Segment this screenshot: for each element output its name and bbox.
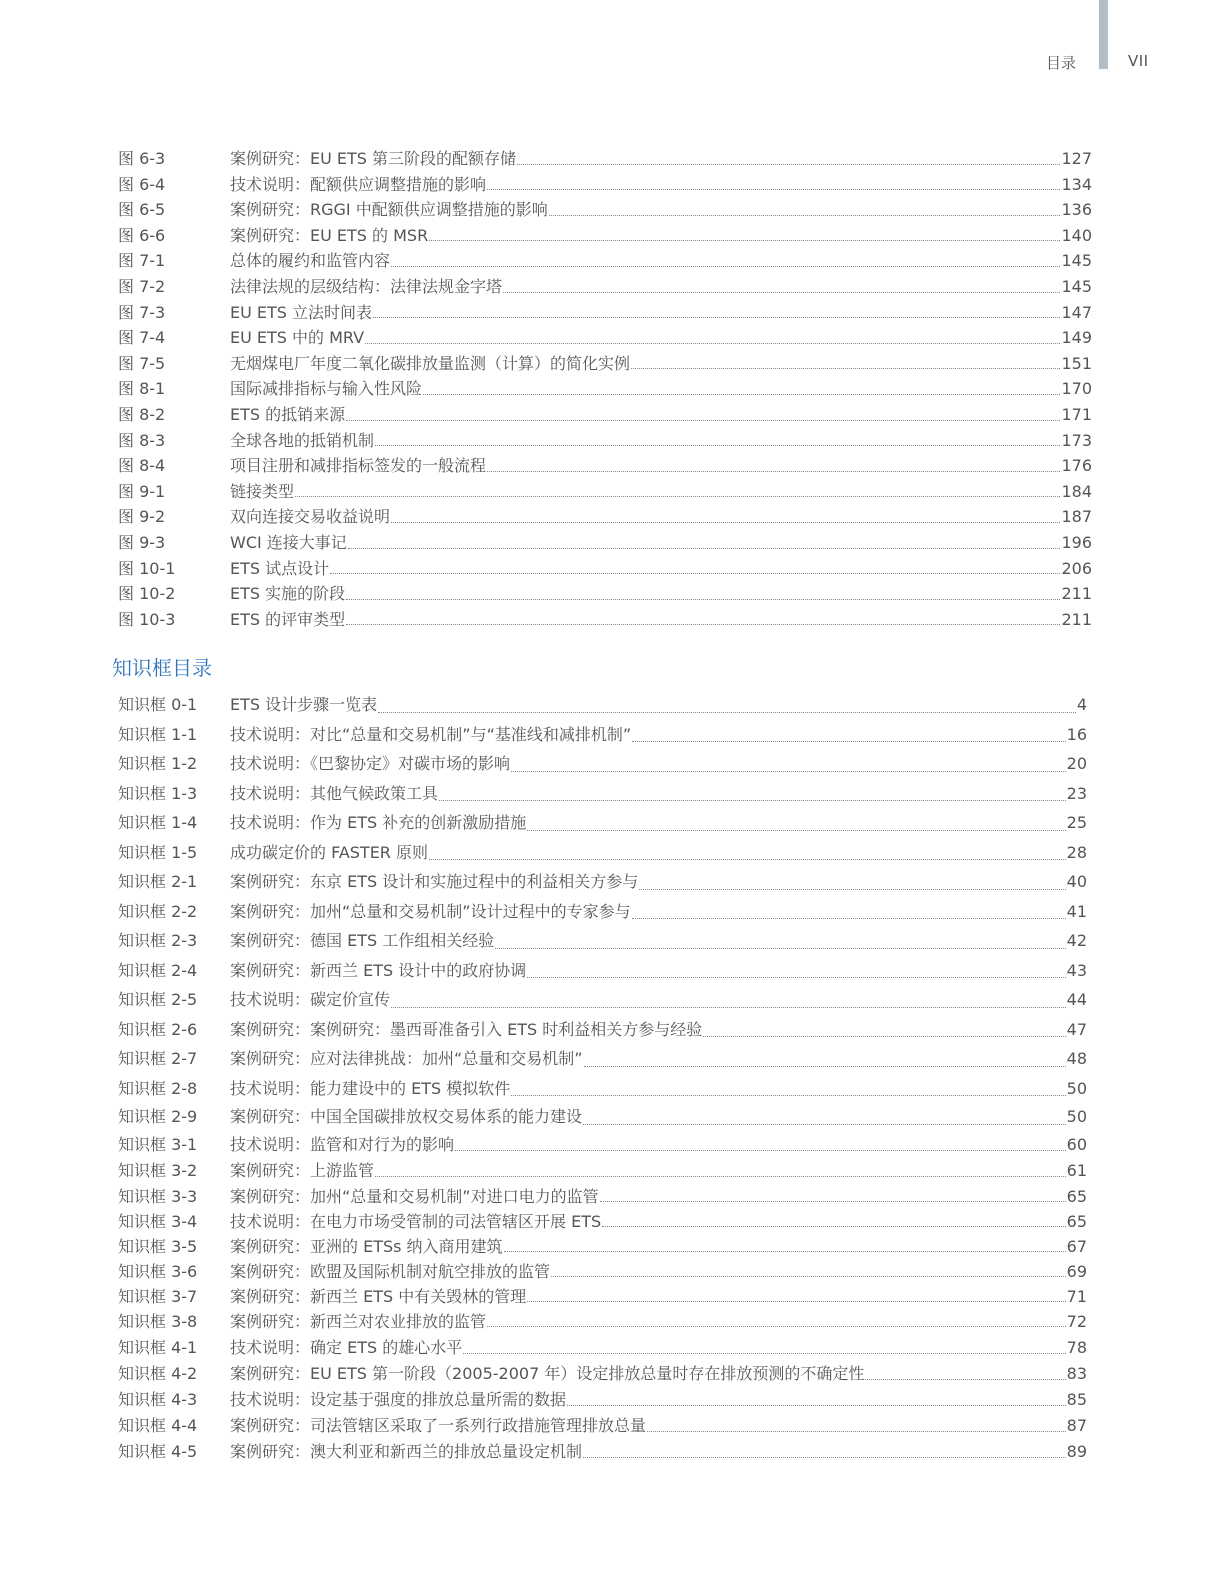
dot-leader bbox=[549, 214, 1061, 216]
dot-leader bbox=[504, 1250, 1066, 1252]
dot-leader bbox=[330, 572, 1060, 574]
figure-entry[interactable] bbox=[118, 428, 1092, 454]
entry-label: 图 7-1 bbox=[118, 251, 166, 271]
dot-leader bbox=[295, 495, 1060, 497]
dot-leader bbox=[391, 265, 1060, 267]
dot-leader bbox=[584, 1065, 1066, 1067]
dot-leader bbox=[511, 770, 1066, 772]
box-entry[interactable] bbox=[118, 808, 1087, 838]
figure-entry[interactable] bbox=[118, 351, 1092, 377]
entry-label: 知识框 3-5 bbox=[118, 1236, 198, 1256]
box-entry[interactable] bbox=[118, 1044, 1087, 1074]
dot-leader bbox=[455, 1149, 1066, 1151]
dot-leader bbox=[346, 623, 1060, 625]
entry-title: 案例研究：德国 ETS 工作组相关经验 bbox=[230, 931, 495, 950]
dot-leader bbox=[511, 1094, 1065, 1096]
entry-label: 知识框 1-2 bbox=[118, 754, 198, 773]
entry-page-number: 42 bbox=[1066, 931, 1087, 950]
box-entry[interactable] bbox=[118, 1387, 1087, 1413]
entry-page-number: 69 bbox=[1066, 1261, 1087, 1281]
entry-page-number: 61 bbox=[1066, 1161, 1087, 1180]
entry-title: 案例研究：案例研究：墨西哥准备引入 ETS 时利益相关方参与经验 bbox=[230, 1019, 703, 1039]
entry-label: 图 8-4 bbox=[118, 456, 166, 476]
entry-label: 知识框 4-5 bbox=[118, 1441, 198, 1461]
entry-page-number: 149 bbox=[1061, 328, 1092, 348]
entry-page-number: 44 bbox=[1066, 990, 1087, 1009]
box-entry[interactable] bbox=[118, 867, 1087, 897]
entry-page-number: 41 bbox=[1066, 901, 1087, 921]
entry-label: 知识框 2-9 bbox=[118, 1107, 198, 1126]
box-entry[interactable] bbox=[118, 985, 1087, 1015]
entry-title: 案例研究：加州“总量和交易机制”设计过程中的专家参与 bbox=[230, 901, 631, 921]
entry-label: 知识框 3-4 bbox=[118, 1211, 198, 1231]
dot-leader bbox=[373, 316, 1060, 318]
dot-leader bbox=[865, 1378, 1065, 1380]
entry-title: 案例研究：司法管辖区采取了一系列行政措施管理排放总量 bbox=[230, 1415, 647, 1435]
dot-leader bbox=[429, 239, 1060, 241]
entry-label: 图 9-1 bbox=[118, 481, 166, 501]
entry-title: 案例研究：澳大利亚和新西兰的排放总量设定机制 bbox=[230, 1441, 583, 1461]
figure-entry[interactable] bbox=[118, 223, 1092, 249]
entry-label: 图 6-6 bbox=[118, 225, 166, 245]
figure-entry[interactable] bbox=[118, 556, 1092, 582]
box-entry[interactable] bbox=[118, 1361, 1087, 1387]
dot-leader bbox=[346, 419, 1060, 421]
box-entry[interactable] bbox=[118, 690, 1087, 720]
entry-page-number: 20 bbox=[1066, 754, 1087, 773]
entry-title: 项目注册和减排指标签发的一般流程 bbox=[230, 456, 487, 476]
entry-page-number: 136 bbox=[1061, 200, 1092, 220]
entry-title: EU ETS 中的 MRV bbox=[230, 328, 365, 348]
entry-page-number: 211 bbox=[1061, 609, 1092, 629]
running-head-section: 目录 bbox=[1046, 54, 1077, 72]
dot-leader bbox=[583, 1456, 1066, 1458]
dot-leader bbox=[487, 1325, 1066, 1327]
entry-title: 国际减排指标与输入性风险 bbox=[230, 379, 423, 399]
dot-leader bbox=[439, 799, 1066, 801]
entry-page-number: 43 bbox=[1066, 960, 1087, 980]
entry-page-number: 65 bbox=[1066, 1186, 1087, 1206]
entry-page-number: 173 bbox=[1061, 430, 1092, 450]
dot-leader bbox=[487, 470, 1060, 472]
dot-leader bbox=[600, 1200, 1066, 1202]
entry-label: 图 7-4 bbox=[118, 328, 166, 348]
dot-leader bbox=[632, 740, 1065, 742]
entry-page-number: 60 bbox=[1066, 1134, 1087, 1154]
dot-leader bbox=[429, 858, 1066, 860]
entry-label: 知识框 4-4 bbox=[118, 1415, 198, 1435]
dot-leader bbox=[348, 547, 1061, 549]
figure-entry[interactable] bbox=[118, 376, 1092, 402]
entry-title: 案例研究：EU ETS 的 MSR bbox=[230, 225, 429, 245]
box-entry[interactable] bbox=[118, 720, 1087, 750]
entry-title: 案例研究：RGGI 中配额供应调整措施的影响 bbox=[230, 200, 548, 220]
dot-leader bbox=[639, 888, 1065, 890]
entry-page-number: 89 bbox=[1066, 1441, 1087, 1461]
entry-page-number: 140 bbox=[1061, 225, 1092, 245]
entry-title: 案例研究：亚洲的 ETSs 纳入商用建筑 bbox=[230, 1236, 503, 1256]
entry-title: 成功碳定价的 FASTER 原则 bbox=[230, 842, 429, 862]
entry-page-number: 65 bbox=[1066, 1211, 1087, 1231]
entry-title: ETS 实施的阶段 bbox=[230, 584, 346, 604]
box-entry[interactable] bbox=[118, 1413, 1087, 1439]
entry-page-number: 48 bbox=[1066, 1049, 1087, 1068]
entry-title: 技术说明：《巴黎协定》对碳市场的影响 bbox=[230, 754, 511, 773]
entry-title: 案例研究：中国全国碳排放权交易体系的能力建设 bbox=[230, 1107, 583, 1126]
figure-entry[interactable] bbox=[118, 504, 1092, 530]
header-accent-bar bbox=[1099, 0, 1108, 69]
entry-page-number: 196 bbox=[1061, 532, 1092, 552]
entry-label: 知识框 3-3 bbox=[118, 1186, 198, 1206]
entry-label: 知识框 2-1 bbox=[118, 872, 198, 891]
entry-page-number: 47 bbox=[1066, 1019, 1087, 1039]
entry-title: EU ETS 立法时间表 bbox=[230, 302, 373, 322]
box-entry[interactable] bbox=[118, 1284, 1087, 1309]
entry-page-number: 184 bbox=[1061, 481, 1092, 501]
entry-label: 知识框 2-2 bbox=[118, 901, 198, 921]
dot-leader bbox=[632, 917, 1066, 919]
box-entry[interactable] bbox=[118, 956, 1087, 986]
entry-label: 知识框 2-4 bbox=[118, 960, 198, 980]
figure-entry[interactable] bbox=[118, 300, 1092, 326]
dot-leader bbox=[602, 1225, 1066, 1227]
entry-label: 图 6-5 bbox=[118, 200, 166, 220]
entry-label: 知识框 1-4 bbox=[118, 813, 198, 832]
box-entry[interactable] bbox=[118, 779, 1087, 809]
box-entry[interactable] bbox=[118, 1334, 1087, 1361]
entry-label: 知识框 2-6 bbox=[118, 1019, 198, 1039]
entry-title: WCI 连接大事记 bbox=[230, 532, 347, 552]
entry-label: 图 9-2 bbox=[118, 507, 166, 527]
entry-title: ETS 设计步骤一览表 bbox=[230, 695, 378, 714]
entry-title: ETS 的评审类型 bbox=[230, 609, 346, 629]
entry-page-number: 16 bbox=[1066, 724, 1087, 744]
entry-page-number: 4 bbox=[1076, 695, 1087, 714]
figure-entry[interactable] bbox=[118, 607, 1092, 633]
figure-entry[interactable] bbox=[118, 530, 1092, 556]
dot-leader bbox=[375, 1175, 1066, 1177]
box-entry[interactable] bbox=[118, 926, 1087, 956]
entry-title: 案例研究：新西兰对农业排放的监管 bbox=[230, 1311, 487, 1331]
dot-leader bbox=[375, 444, 1060, 446]
entry-title: 技术说明：监管和对行为的影响 bbox=[230, 1134, 455, 1154]
dot-leader bbox=[391, 521, 1060, 523]
entry-label: 图 6-4 bbox=[118, 174, 166, 194]
figure-list bbox=[118, 146, 1092, 632]
figure-entry[interactable] bbox=[118, 581, 1092, 607]
entry-title: 案例研究：应对法律挑战：加州“总量和交易机制” bbox=[230, 1049, 583, 1068]
figure-entry[interactable] bbox=[118, 248, 1092, 274]
dot-leader bbox=[378, 711, 1076, 713]
entry-title: 双向连接交易收益说明 bbox=[230, 507, 391, 527]
entry-title: ETS 的抵销来源 bbox=[230, 404, 346, 424]
box-entry[interactable] bbox=[118, 1439, 1087, 1465]
entry-label: 知识框 1-3 bbox=[118, 783, 198, 803]
box-entry[interactable] bbox=[118, 897, 1087, 927]
entry-page-number: 40 bbox=[1066, 872, 1087, 891]
dot-leader bbox=[463, 1352, 1065, 1354]
entry-label: 知识框 2-7 bbox=[118, 1049, 198, 1068]
box-entry[interactable] bbox=[118, 838, 1087, 868]
entry-page-number: 28 bbox=[1066, 842, 1087, 862]
page-header bbox=[0, 0, 1225, 80]
entry-page-number: 50 bbox=[1066, 1107, 1087, 1126]
entry-title: 案例研究：东京 ETS 设计和实施过程中的利益相关方参与 bbox=[230, 872, 639, 891]
entry-title: 技术说明：作为 ETS 补充的创新激励措施 bbox=[230, 813, 527, 832]
entry-page-number: 171 bbox=[1061, 404, 1092, 424]
entry-label: 图 10-3 bbox=[118, 609, 176, 629]
entry-page-number: 50 bbox=[1066, 1078, 1087, 1098]
entry-title: 案例研究：新西兰 ETS 中有关毁林的管理 bbox=[230, 1286, 527, 1306]
entry-page-number: 151 bbox=[1061, 353, 1092, 373]
entry-page-number: 170 bbox=[1061, 379, 1092, 399]
dot-leader bbox=[703, 1035, 1065, 1037]
entry-label: 知识框 0-1 bbox=[118, 695, 198, 714]
dot-leader bbox=[503, 291, 1060, 293]
entry-page-number: 85 bbox=[1066, 1389, 1087, 1409]
entry-label: 图 10-1 bbox=[118, 558, 176, 578]
entry-label: 图 6-3 bbox=[118, 149, 166, 168]
figure-entry[interactable] bbox=[118, 325, 1092, 351]
dot-leader bbox=[423, 393, 1060, 395]
box-list bbox=[118, 690, 1087, 1465]
entry-label: 图 8-3 bbox=[118, 430, 166, 450]
box-entry[interactable] bbox=[118, 1259, 1087, 1284]
entry-page-number: 127 bbox=[1061, 149, 1092, 168]
entry-page-number: 211 bbox=[1061, 584, 1092, 604]
entry-label: 知识框 3-1 bbox=[118, 1134, 198, 1154]
entry-label: 知识框 3-7 bbox=[118, 1286, 198, 1306]
entry-label: 图 7-3 bbox=[118, 302, 166, 322]
dot-leader bbox=[527, 1300, 1065, 1302]
entry-title: 案例研究：加州“总量和交易机制”对进口电力的监管 bbox=[230, 1186, 599, 1206]
entry-title: 技术说明：碳定价宣传 bbox=[230, 990, 391, 1009]
entry-title: 无烟煤电厂年度二氧化碳排放量监测（计算）的简化实例 bbox=[230, 353, 631, 373]
dot-leader bbox=[527, 829, 1065, 831]
entry-title: 全球各地的抵销机制 bbox=[230, 430, 375, 450]
entry-title: 法律法规的层级结构：法律法规金字塔 bbox=[230, 276, 503, 296]
box-entry[interactable] bbox=[118, 1184, 1087, 1209]
entry-title: 链接类型 bbox=[230, 481, 295, 501]
dot-leader bbox=[487, 188, 1060, 190]
entry-page-number: 23 bbox=[1066, 783, 1087, 803]
entry-page-number: 147 bbox=[1061, 302, 1092, 322]
figure-entry[interactable] bbox=[118, 274, 1092, 300]
dot-leader bbox=[647, 1430, 1066, 1432]
entry-page-number: 134 bbox=[1061, 174, 1092, 194]
entry-label: 知识框 2-8 bbox=[118, 1078, 198, 1098]
entry-label: 知识框 1-5 bbox=[118, 842, 198, 862]
entry-label: 知识框 1-1 bbox=[118, 724, 198, 744]
dot-leader bbox=[517, 163, 1060, 165]
entry-label: 知识框 4-1 bbox=[118, 1337, 198, 1357]
box-entry[interactable] bbox=[118, 749, 1087, 779]
entry-label: 图 8-2 bbox=[118, 404, 166, 424]
entry-page-number: 71 bbox=[1066, 1286, 1087, 1306]
box-list-heading: 知识框目录 bbox=[112, 656, 212, 680]
box-entry[interactable] bbox=[118, 1209, 1087, 1234]
entry-label: 图 10-2 bbox=[118, 584, 176, 604]
entry-title: 技术说明：设定基于强度的排放总量所需的数据 bbox=[230, 1389, 567, 1409]
dot-leader bbox=[495, 947, 1065, 949]
figure-entry[interactable] bbox=[118, 479, 1092, 505]
dot-leader bbox=[567, 1404, 1066, 1406]
box-entry[interactable] bbox=[118, 1074, 1087, 1104]
entry-page-number: 145 bbox=[1061, 276, 1092, 296]
entry-title: 技术说明：对比“总量和交易机制”与“基准线和减排机制” bbox=[230, 724, 632, 744]
box-entry[interactable] bbox=[118, 1309, 1087, 1334]
entry-page-number: 87 bbox=[1066, 1415, 1087, 1435]
entry-label: 知识框 2-5 bbox=[118, 990, 198, 1009]
dot-leader bbox=[346, 598, 1060, 600]
entry-label: 图 7-2 bbox=[118, 276, 166, 296]
entry-title: 技术说明：配额供应调整措施的影响 bbox=[230, 174, 487, 194]
dot-leader bbox=[583, 1123, 1066, 1125]
entry-title: 案例研究：EU ETS 第三阶段的配额存储 bbox=[230, 149, 517, 168]
entry-label: 知识框 4-3 bbox=[118, 1389, 198, 1409]
entry-label: 图 9-3 bbox=[118, 532, 166, 552]
entry-title: 总体的履约和监管内容 bbox=[230, 251, 391, 271]
entry-page-number: 67 bbox=[1066, 1236, 1087, 1256]
entry-title: 案例研究：EU ETS 第一阶段（2005-2007 年）设定排放总量时存在排放预测的不确定性 bbox=[230, 1363, 865, 1383]
entry-label: 图 7-5 bbox=[118, 353, 166, 373]
entry-label: 知识框 3-2 bbox=[118, 1161, 198, 1180]
box-entry[interactable] bbox=[118, 1103, 1087, 1132]
figure-entry[interactable] bbox=[118, 197, 1092, 223]
entry-page-number: 72 bbox=[1066, 1311, 1087, 1331]
dot-leader bbox=[527, 976, 1065, 978]
figure-entry[interactable] bbox=[118, 453, 1092, 479]
dot-leader bbox=[551, 1275, 1066, 1277]
entry-title: 技术说明：确定 ETS 的雄心水平 bbox=[230, 1337, 463, 1357]
entry-page-number: 206 bbox=[1061, 558, 1092, 578]
figure-entry[interactable] bbox=[118, 172, 1092, 198]
entry-page-number: 25 bbox=[1066, 813, 1087, 832]
box-entry[interactable] bbox=[118, 1132, 1087, 1159]
entry-page-number: 78 bbox=[1066, 1337, 1087, 1357]
running-head-page-number: VII bbox=[1128, 52, 1149, 70]
entry-page-number: 187 bbox=[1061, 507, 1092, 527]
entry-label: 知识框 3-6 bbox=[118, 1261, 198, 1281]
entry-label: 图 8-1 bbox=[118, 379, 166, 399]
figure-entry[interactable] bbox=[118, 402, 1092, 428]
entry-page-number: 83 bbox=[1066, 1363, 1087, 1383]
entry-title: ETS 试点设计 bbox=[230, 558, 330, 578]
box-entry[interactable] bbox=[118, 1015, 1087, 1045]
entry-title: 技术说明：在电力市场受管制的司法管辖区开展 ETS bbox=[230, 1211, 602, 1231]
entry-page-number: 145 bbox=[1061, 251, 1092, 271]
box-entry[interactable] bbox=[118, 1158, 1087, 1184]
entry-label: 知识框 2-3 bbox=[118, 931, 198, 950]
entry-page-number: 176 bbox=[1061, 456, 1092, 476]
dot-leader bbox=[391, 1006, 1066, 1008]
figure-entry[interactable] bbox=[118, 146, 1092, 172]
entry-label: 知识框 4-2 bbox=[118, 1363, 198, 1383]
entry-label: 知识框 3-8 bbox=[118, 1311, 198, 1331]
entry-title: 案例研究：上游监管 bbox=[230, 1161, 375, 1180]
entry-title: 技术说明：其他气候政策工具 bbox=[230, 783, 439, 803]
box-entry[interactable] bbox=[118, 1234, 1087, 1259]
entry-title: 技术说明：能力建设中的 ETS 模拟软件 bbox=[230, 1078, 511, 1098]
dot-leader bbox=[365, 342, 1060, 344]
entry-title: 案例研究：新西兰 ETS 设计中的政府协调 bbox=[230, 960, 527, 980]
entry-title: 案例研究：欧盟及国际机制对航空排放的监管 bbox=[230, 1261, 551, 1281]
dot-leader bbox=[631, 367, 1060, 369]
